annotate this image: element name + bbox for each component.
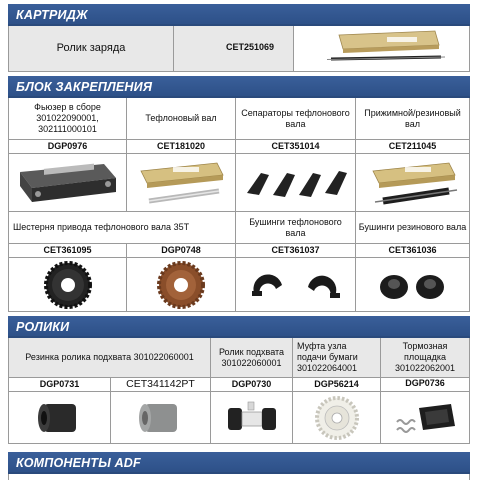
rubber-bushings-image	[356, 258, 470, 312]
adf-table-start	[8, 474, 470, 480]
rubber-bushings-name: Бушинги резинового вала	[356, 212, 470, 244]
grey-tire-icon	[131, 396, 191, 440]
charge-roller-image	[294, 26, 470, 72]
brake-pad-image	[381, 392, 470, 444]
drive-gear-code: CET361095	[8, 244, 127, 258]
teflon-bushings-code: CET361037	[236, 244, 356, 258]
separator-claws-icon	[241, 163, 351, 203]
drive-gear-code-alt: DGP0748	[127, 244, 236, 258]
pickup-roller-image	[211, 392, 293, 444]
fuser-unit-icon	[14, 158, 122, 208]
pickup-roller-icon	[220, 396, 284, 440]
pressure-roller-image	[356, 154, 470, 212]
grey-tire-image	[111, 392, 211, 444]
section-header-adf: КОМПОНЕНТЫ ADF	[8, 452, 470, 474]
parts-catalog-page	[8, 0, 470, 480]
brake-pad-code: DGP0736	[381, 378, 470, 392]
fuser-assembly-image	[8, 154, 127, 212]
section-header-cartridge: КАРТРИДЖ	[8, 4, 470, 26]
feed-clutch-image	[293, 392, 381, 444]
teflon-roller-code: CET181020	[127, 140, 236, 154]
teflon-roller-icon	[133, 157, 229, 209]
pressure-roller-code: CET211045	[356, 140, 470, 154]
pickup-tire-name: Резинка ролика подхвата 301022060001	[8, 338, 211, 378]
cartridge-part-code: CET251069	[174, 26, 294, 72]
feed-clutch-code: DGP56214	[293, 378, 381, 392]
teflon-separators-image	[236, 154, 356, 212]
bushing-pair-icon	[246, 267, 346, 303]
teflon-bushings-name: Бушинги тефлонового вала	[236, 212, 356, 244]
brown-gear-image	[127, 258, 236, 312]
brake-pad-name: Тормозная площадка 301022062001	[381, 338, 470, 378]
cartridge-part-name: Ролик заряда	[8, 26, 174, 72]
teflon-roller-image	[127, 154, 236, 212]
teflon-separators-code: CET351014	[236, 140, 356, 154]
black-tire-image	[8, 392, 111, 444]
teflon-roller-name: Тефлоновый вал	[127, 98, 236, 140]
pickup-tire-code: DGP0731	[8, 378, 111, 392]
drive-gear-name: Шестерня привода тефлонового вала 35T	[8, 212, 236, 244]
section-header-fuser: БЛОК ЗАКРЕПЛЕНИЯ	[8, 76, 470, 98]
brown-gear-icon	[156, 260, 206, 310]
black-gear-image	[8, 258, 127, 312]
pickup-roller-name: Ролик подхвата 301022060001	[211, 338, 293, 378]
pickup-roller-code: DGP0730	[211, 378, 293, 392]
rubber-bushing-icon	[368, 265, 458, 305]
teflon-separators-name: Сепараторы тефлонового вала	[236, 98, 356, 140]
brake-pad-icon	[385, 396, 465, 440]
section-header-rollers: РОЛИКИ	[8, 316, 470, 338]
feed-clutch-name: Муфта узла подачи бумаги 301022064001	[293, 338, 381, 378]
teflon-bushings-image	[236, 258, 356, 312]
charge-roller-icon	[317, 29, 447, 69]
fuser-assembly-name: Фьюзер в сборе 301022090001, 302111000101	[8, 98, 127, 140]
rubber-bushings-code: CET361036	[356, 244, 470, 258]
fuser-assembly-code: DGP0976	[8, 140, 127, 154]
pickup-tire-code-alt: CET341142PT	[111, 378, 211, 392]
pressure-roller-name: Прижимной/резиновый вал	[356, 98, 470, 140]
black-tire-icon	[30, 396, 90, 440]
white-gear-icon	[312, 394, 362, 442]
black-gear-icon	[43, 260, 93, 310]
pressure-roller-icon	[365, 157, 461, 209]
